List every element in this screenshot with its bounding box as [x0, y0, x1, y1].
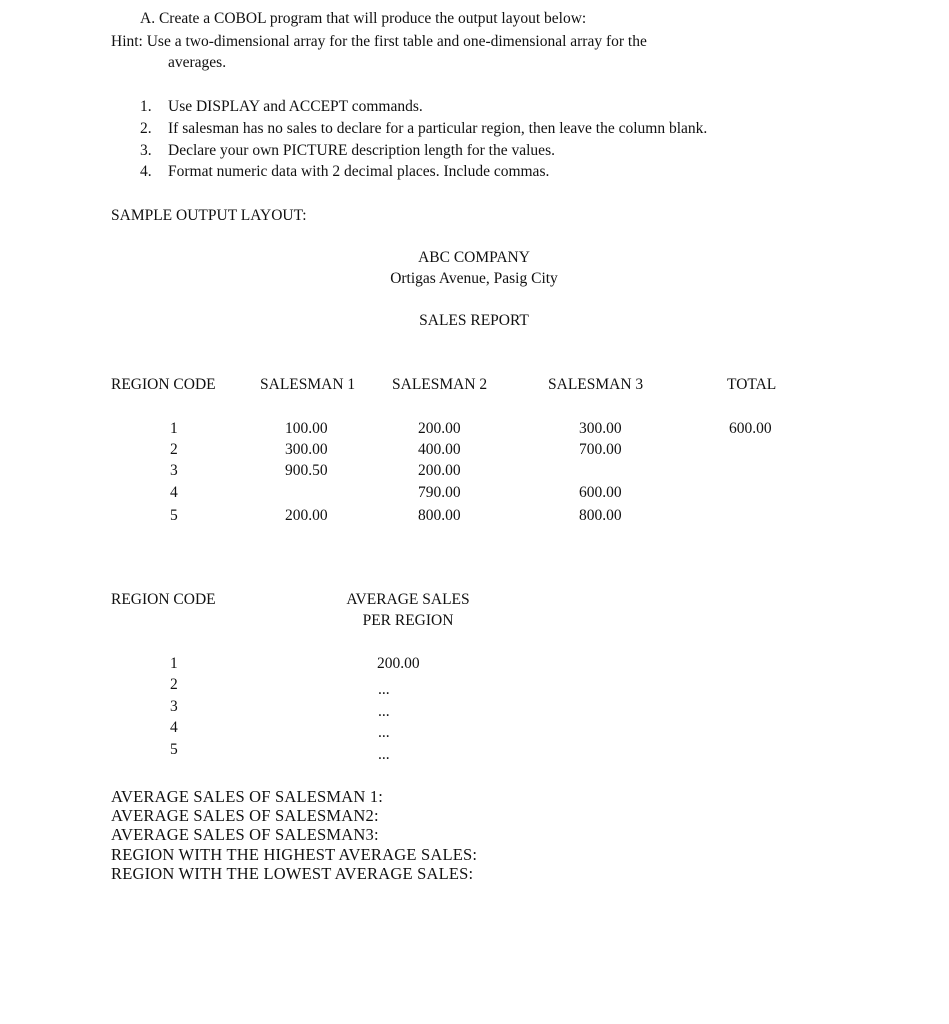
table-cell-region: 5 [170, 507, 178, 524]
table-cell-salesman-2: 200.00 [418, 420, 461, 437]
list-item-number: 3. [140, 142, 152, 159]
table-cell-salesman-2: 200.00 [418, 462, 461, 479]
list-item: If salesman has no sales to declare for a particular region, then leave the column blank. [168, 120, 708, 137]
column-header-average-sales: AVERAGE SALES [346, 591, 470, 608]
table-cell-total: 600.00 [729, 420, 772, 437]
table-cell-salesman-1: 900.50 [285, 462, 328, 479]
table-cell-region: 2 [170, 676, 178, 693]
list-item-number: 4. [140, 163, 152, 180]
sample-output-label: SAMPLE OUTPUT LAYOUT: [111, 207, 307, 224]
list-item: Use DISPLAY and ACCEPT commands. [168, 98, 423, 115]
report-title: SALES REPORT [419, 312, 529, 329]
table-cell-region: 4 [170, 719, 178, 736]
table-cell-region: 1 [170, 420, 178, 437]
list-item: Declare your own PICTURE description length for the values. [168, 142, 555, 159]
column-header-salesman-1: SALESMAN 1 [260, 376, 356, 393]
column-header-per-region: PER REGION [362, 612, 454, 629]
table-cell-salesman-2: 790.00 [418, 484, 461, 501]
hint-line-1: Hint: Use a two-dimensional array for the first table and one-dimensional array for the [111, 33, 647, 50]
summary-line: REGION WITH THE HIGHEST AVERAGE SALES: [111, 845, 478, 864]
list-item-number: 2. [140, 120, 152, 137]
hint-line-2: averages. [168, 54, 227, 71]
table-cell-region: 3 [170, 462, 178, 479]
table-cell-salesman-3: 800.00 [579, 507, 622, 524]
table-cell-salesman-2: 800.00 [418, 507, 461, 524]
summary-line: REGION WITH THE LOWEST AVERAGE SALES: [111, 864, 474, 883]
table-cell-average: ... [378, 746, 390, 763]
summary-line: AVERAGE SALES OF SALESMAN2: [111, 806, 379, 825]
column-header-salesman-2: SALESMAN 2 [392, 376, 488, 393]
table-cell-average: ... [378, 681, 390, 698]
column-header-region-code: REGION CODE [111, 376, 216, 393]
table-cell-region: 5 [170, 741, 178, 758]
list-item-number: 1. [140, 98, 152, 115]
table-cell-salesman-2: 400.00 [418, 441, 461, 458]
table-cell-region: 1 [170, 655, 178, 672]
table-cell-region: 2 [170, 441, 178, 458]
table-cell-region: 3 [170, 698, 178, 715]
table-cell-average: 200.00 [377, 655, 420, 672]
company-name: ABC COMPANY [418, 249, 530, 266]
list-item: Format numeric data with 2 decimal places. Include commas. [168, 163, 550, 180]
table-cell-salesman-1: 200.00 [285, 507, 328, 524]
table-cell-average: ... [378, 724, 390, 741]
company-address: Ortigas Avenue, Pasig City [390, 270, 558, 287]
summary-line: AVERAGE SALES OF SALESMAN 1: [111, 787, 384, 806]
table-cell-salesman-3: 300.00 [579, 420, 622, 437]
column-header-salesman-3: SALESMAN 3 [548, 376, 644, 393]
instruction-heading: A. Create a COBOL program that will produce the output layout below: [140, 10, 587, 27]
table-cell-salesman-1: 100.00 [285, 420, 328, 437]
column-header-total: TOTAL [727, 376, 777, 393]
column-header-region-code: REGION CODE [111, 591, 216, 608]
table-cell-salesman-3: 600.00 [579, 484, 622, 501]
summary-line: AVERAGE SALES OF SALESMAN3: [111, 825, 379, 844]
table-cell-region: 4 [170, 484, 178, 501]
table-cell-salesman-3: 700.00 [579, 441, 622, 458]
table-cell-average: ... [378, 703, 390, 720]
table-cell-salesman-1: 300.00 [285, 441, 328, 458]
